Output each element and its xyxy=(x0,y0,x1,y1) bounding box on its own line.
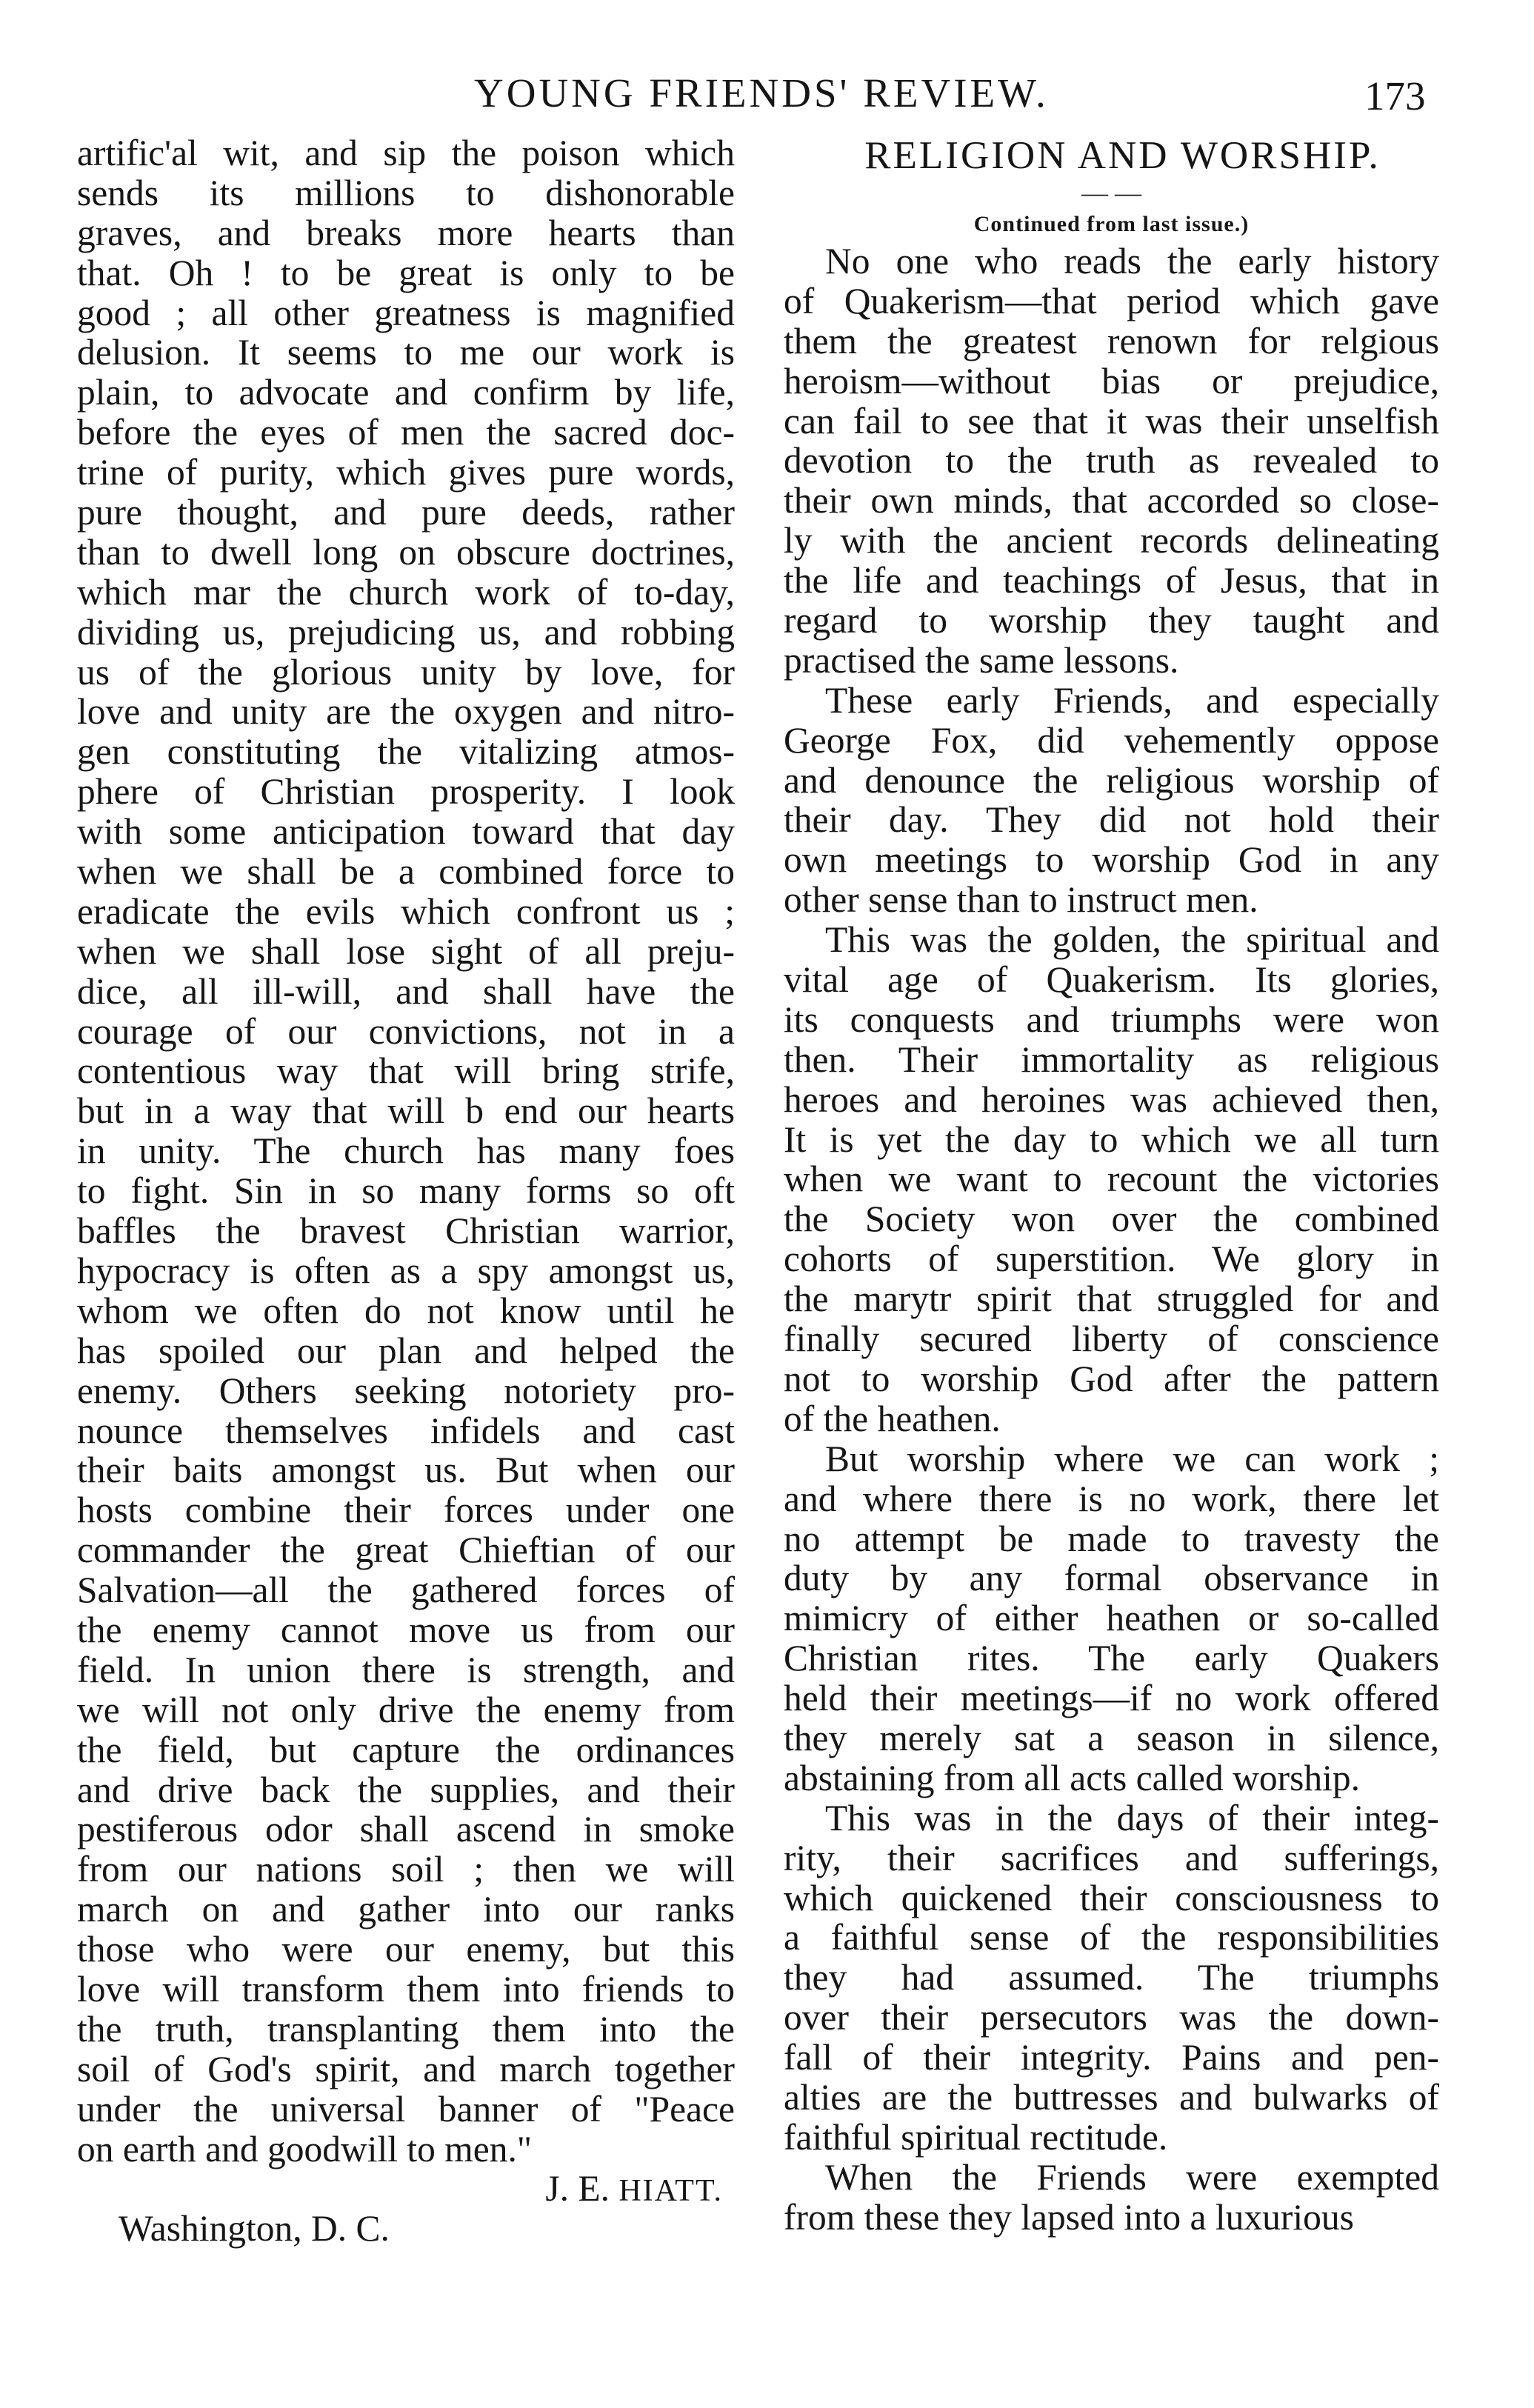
text-line: vital age of Quakerism. Its glories, xyxy=(784,959,1439,1001)
text-line: dice, all ill-will, and shall have the xyxy=(77,970,735,1012)
paragraph xyxy=(784,2158,1439,2238)
text-line: which mar the church work of to-day, xyxy=(77,571,735,613)
text-line: in unity. The church has many foes xyxy=(77,1130,735,1172)
text-line: faithful spiritual rectitude. xyxy=(784,2116,1168,2158)
text-line: we will not only drive the enemy from xyxy=(77,1689,735,1730)
dateline: Washington, D. C. xyxy=(119,2208,390,2249)
text-line: nounce themselves infidels and cast xyxy=(77,1410,735,1451)
text-line: the enemy cannot move us from our xyxy=(77,1609,735,1650)
text-line: finally secured liberty of conscience xyxy=(784,1318,1439,1360)
text-line: cohorts of superstition. We glory in xyxy=(784,1238,1439,1280)
text-line: over their persecutors was the down- xyxy=(784,1997,1439,2038)
text-line: mimicry of either heathen or so-called xyxy=(784,1598,1439,1639)
text-line: George Fox, did vehemently oppose xyxy=(784,719,1439,761)
text-line: alties are the buttresses and bulwarks of xyxy=(784,2076,1439,2118)
text-line: of Quakerism—that period which gave xyxy=(784,280,1439,321)
text-line: Christian rites. The early Quakers xyxy=(784,1638,1439,1679)
text-line: regard to worship they taught and xyxy=(784,600,1439,641)
text-line: This was the golden, the spiritual and xyxy=(825,919,1439,961)
text-line: with some anticipation toward that day xyxy=(77,811,735,853)
text-line: heroism—without bias or prejudice, xyxy=(784,360,1439,401)
text-line: field. In union there is strength, and xyxy=(77,1649,735,1690)
text-line: duty by any formal observance in xyxy=(784,1558,1439,1599)
text-line: their baits amongst us. But when our xyxy=(77,1450,735,1491)
text-line: plain, to advocate and confirm by life, xyxy=(77,372,735,413)
text-line: march on and gather into our ranks xyxy=(77,1889,735,1930)
title-rule: — — xyxy=(1081,178,1141,207)
text-line: sends its millions to dishonorable xyxy=(77,172,735,213)
text-line: pestiferous odor shall ascend in smoke xyxy=(77,1809,735,1850)
text-line: It is yet the day to which we all turn xyxy=(784,1118,1439,1160)
text-line: they merely sat a season in silence, xyxy=(784,1717,1439,1758)
running-title: YOUNG FRIENDS' REVIEW. xyxy=(474,70,1049,116)
text-line: contentious way that will bring strife, xyxy=(77,1050,735,1092)
text-line: their own minds, that accorded so close- xyxy=(784,480,1439,521)
text-line: those who were our enemy, but this xyxy=(77,1929,735,1970)
text-line: When the Friends were exempted xyxy=(825,2156,1439,2198)
paragraph xyxy=(784,1439,1439,1798)
text-line: to fight. Sin in so many forms so oft xyxy=(77,1170,735,1212)
text-line: This was in the days of their integ- xyxy=(825,1797,1439,1838)
text-line: other sense than to instruct men. xyxy=(784,879,1258,921)
text-line: commander the great Chieftian of our xyxy=(77,1530,735,1571)
text-line: the field, but capture the ordinances xyxy=(77,1729,735,1770)
signature-surname: HIATT. xyxy=(618,2174,723,2209)
text-line: than to dwell long on obscure doctrines, xyxy=(77,531,735,573)
text-line: abstaining from all acts called worship. xyxy=(784,1757,1361,1798)
text-line: of the heathen. xyxy=(784,1398,1001,1439)
text-line: heroes and heroines was achieved then, xyxy=(784,1078,1439,1120)
text-line: their day. They did not hold their xyxy=(784,799,1439,841)
text-line: delusion. It seems to me our work is xyxy=(77,332,735,373)
text-line: when we want to recount the victories xyxy=(784,1158,1439,1200)
signature-initials: J. E. xyxy=(545,2168,619,2209)
text-line: love and unity are the oxygen and nitro- xyxy=(77,691,735,733)
text-line: rity, their sacrifices and sufferings, xyxy=(784,1837,1439,1878)
paragraph xyxy=(784,1798,1439,2158)
text-line: held their meetings—if no work offered xyxy=(784,1678,1439,1719)
paragraph xyxy=(784,920,1439,1439)
text-line: from these they lapsed into a luxurious xyxy=(784,2196,1354,2238)
text-line: when we shall lose sight of all preju- xyxy=(77,930,735,972)
text-line: pure thought, and pure deeds, rather xyxy=(77,492,735,533)
text-line: phere of Christian prosperity. I look xyxy=(77,771,735,813)
text-line: no attempt be made to travesty the xyxy=(784,1518,1439,1559)
text-line: its conquests and triumphs were won xyxy=(784,998,1439,1040)
text-line: and denounce the religious worship of xyxy=(784,759,1439,801)
text-line: hosts combine their forces under one xyxy=(77,1490,735,1531)
text-line: us of the glorious unity by love, for xyxy=(77,651,735,693)
text-line: These early Friends, and especially xyxy=(825,679,1439,721)
text-line: Salvation—all the gathered forces of xyxy=(77,1570,735,1611)
text-line: has spoiled our plan and helped the xyxy=(77,1330,735,1371)
paragraph xyxy=(784,681,1439,920)
text-line: enemy. Others seeking notoriety pro- xyxy=(77,1370,735,1411)
text-line: but in a way that will b end our hearts xyxy=(77,1090,735,1132)
text-line: them the greatest renown for relgious xyxy=(784,320,1439,361)
text-line: and where there is no work, there let xyxy=(784,1478,1439,1519)
text-line: fall of their integrity. Pains and pen- xyxy=(784,2037,1439,2078)
text-line: the life and teachings of Jesus, that in xyxy=(784,560,1439,601)
text-line: not to worship God after the pattern xyxy=(784,1358,1439,1399)
text-line: own meetings to worship God in any xyxy=(784,839,1439,881)
text-line: soil of God's spirit, and march together xyxy=(77,2048,735,2090)
text-line: eradicate the evils which confront us ; xyxy=(77,890,735,932)
text-line: from our nations soil ; then we will xyxy=(77,1849,735,1890)
text-line: that. Oh ! to be great is only to be xyxy=(77,252,735,293)
text-line: the marytr spirit that struggled for and xyxy=(784,1278,1439,1320)
text-line: No one who reads the early history xyxy=(825,241,1439,281)
section-title: RELIGION AND WORSHIP. xyxy=(864,134,1381,177)
text-line: hypocracy is often as a spy amongst us, xyxy=(77,1250,735,1291)
text-line: gen constituting the vitalizing atmos- xyxy=(77,731,735,773)
text-line: which quickened their consciousness to xyxy=(784,1877,1439,1918)
text-line: ly with the ancient records delineating xyxy=(784,520,1439,561)
text-line: on earth and goodwill to men." xyxy=(77,2128,533,2169)
text-line: before the eyes of men the sacred doc- xyxy=(77,412,735,453)
text-line: artific'al wit, and sip the poison which xyxy=(77,133,735,173)
text-line: But worship where we can work ; xyxy=(825,1438,1439,1479)
page-number: 173 xyxy=(1364,73,1426,119)
text-line: courage of our convictions, not in a xyxy=(77,1010,735,1052)
text-line: trine of purity, which gives pure words, xyxy=(77,452,735,493)
text-line: devotion to the truth as revealed to xyxy=(784,440,1439,481)
text-line: they had assumed. The triumphs xyxy=(784,1957,1439,1998)
text-line: graves, and breaks more hearts than xyxy=(77,212,735,253)
right-column xyxy=(784,133,1439,2238)
text-line: then. Their immortality as religious xyxy=(784,1038,1439,1080)
left-column xyxy=(77,133,735,2249)
text-line: good ; all other greatness is magnified xyxy=(77,292,735,333)
text-line: the Society won over the combined xyxy=(784,1198,1439,1240)
author-signature xyxy=(77,2169,735,2209)
running-head xyxy=(0,65,1534,117)
paragraph xyxy=(784,241,1439,681)
text-line: a faithful sense of the responsibilities xyxy=(784,1917,1439,1958)
continued-note: Continued from last issue.) xyxy=(973,212,1250,236)
text-line: dividing us, prejudicing us, and robbing xyxy=(77,611,735,653)
text-line: whom we often do not know until he xyxy=(77,1290,735,1331)
text-line: the truth, transplanting them into the xyxy=(77,2008,735,2050)
text-line: baffles the bravest Christian warrior, xyxy=(77,1210,735,1252)
text-line: can fail to see that it was their unselfish xyxy=(784,400,1439,441)
text-line: and drive back the supplies, and their xyxy=(77,1769,735,1810)
text-line: love will transform them into friends to xyxy=(77,1968,735,2010)
text-line: when we shall be a combined force to xyxy=(77,851,735,893)
text-line: under the universal banner of "Peace xyxy=(77,2088,735,2129)
text-line: practised the same lessons. xyxy=(784,639,1179,681)
